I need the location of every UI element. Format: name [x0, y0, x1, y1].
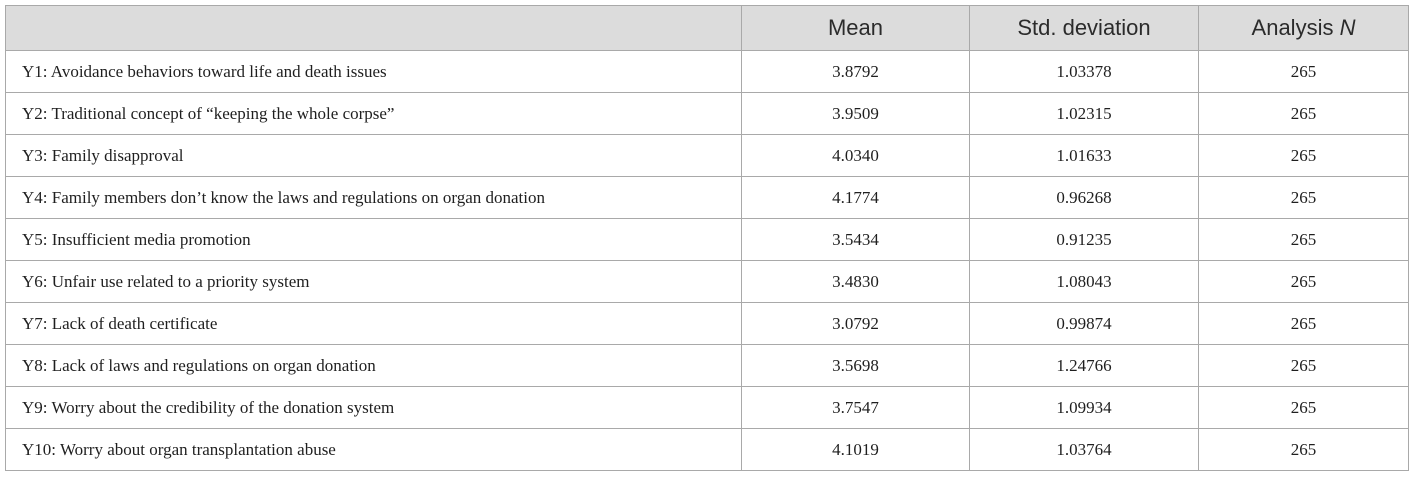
item-cell: Y4: Family members don’t know the laws and regulations on organ donation: [6, 177, 742, 219]
table-header: [6, 6, 1409, 51]
item-cell: Y2: Traditional concept of “keeping the whole corpse”: [6, 93, 742, 135]
sd-cell: 0.91235: [970, 219, 1199, 261]
table-row: [6, 135, 1409, 177]
item-cell: Y5: Insufficient media promotion: [6, 219, 742, 261]
table-row: [6, 51, 1409, 93]
sd-cell: 0.96268: [970, 177, 1199, 219]
table-row: [6, 387, 1409, 429]
item-cell: Y1: Avoidance behaviors toward life and death issues: [6, 51, 742, 93]
header-std-deviation: Std. deviation: [970, 6, 1199, 51]
header-analysis-label: Analysis: [1251, 15, 1340, 40]
item-cell: Y7: Lack of death certificate: [6, 303, 742, 345]
n-cell: 265: [1199, 303, 1409, 345]
table-row: [6, 429, 1409, 471]
n-cell: 265: [1199, 93, 1409, 135]
descriptive-statistics-table: [5, 5, 1409, 471]
mean-cell: 4.0340: [742, 135, 970, 177]
sd-cell: 1.03764: [970, 429, 1199, 471]
n-cell: 265: [1199, 261, 1409, 303]
table-row: [6, 219, 1409, 261]
mean-cell: 3.9509: [742, 93, 970, 135]
mean-cell: 3.7547: [742, 387, 970, 429]
sd-cell: 0.99874: [970, 303, 1199, 345]
sd-cell: 1.09934: [970, 387, 1199, 429]
sd-cell: 1.08043: [970, 261, 1199, 303]
header-row: [6, 6, 1409, 51]
sd-cell: 1.01633: [970, 135, 1199, 177]
table-row: [6, 345, 1409, 387]
mean-cell: 3.4830: [742, 261, 970, 303]
item-cell: Y6: Unfair use related to a priority system: [6, 261, 742, 303]
header-mean: Mean: [742, 6, 970, 51]
header-analysis-n: [1199, 6, 1409, 51]
mean-cell: 3.5698: [742, 345, 970, 387]
n-cell: 265: [1199, 429, 1409, 471]
header-n-italic: N: [1339, 15, 1356, 40]
n-cell: 265: [1199, 135, 1409, 177]
table-row: [6, 177, 1409, 219]
item-cell: Y8: Lack of laws and regulations on organ donation: [6, 345, 742, 387]
n-cell: 265: [1199, 51, 1409, 93]
mean-cell: 3.8792: [742, 51, 970, 93]
item-cell: Y10: Worry about organ transplantation abuse: [6, 429, 742, 471]
sd-cell: 1.02315: [970, 93, 1199, 135]
n-cell: 265: [1199, 177, 1409, 219]
mean-cell: 3.5434: [742, 219, 970, 261]
n-cell: 265: [1199, 219, 1409, 261]
item-cell: Y3: Family disapproval: [6, 135, 742, 177]
sd-cell: 1.24766: [970, 345, 1199, 387]
item-cell: Y9: Worry about the credibility of the donation system: [6, 387, 742, 429]
table-row: [6, 303, 1409, 345]
table-row: [6, 93, 1409, 135]
n-cell: 265: [1199, 345, 1409, 387]
header-item: [6, 6, 742, 51]
n-cell: 265: [1199, 387, 1409, 429]
sd-cell: 1.03378: [970, 51, 1199, 93]
table-row: [6, 261, 1409, 303]
mean-cell: 4.1019: [742, 429, 970, 471]
mean-cell: 3.0792: [742, 303, 970, 345]
mean-cell: 4.1774: [742, 177, 970, 219]
table-body: [6, 51, 1409, 471]
